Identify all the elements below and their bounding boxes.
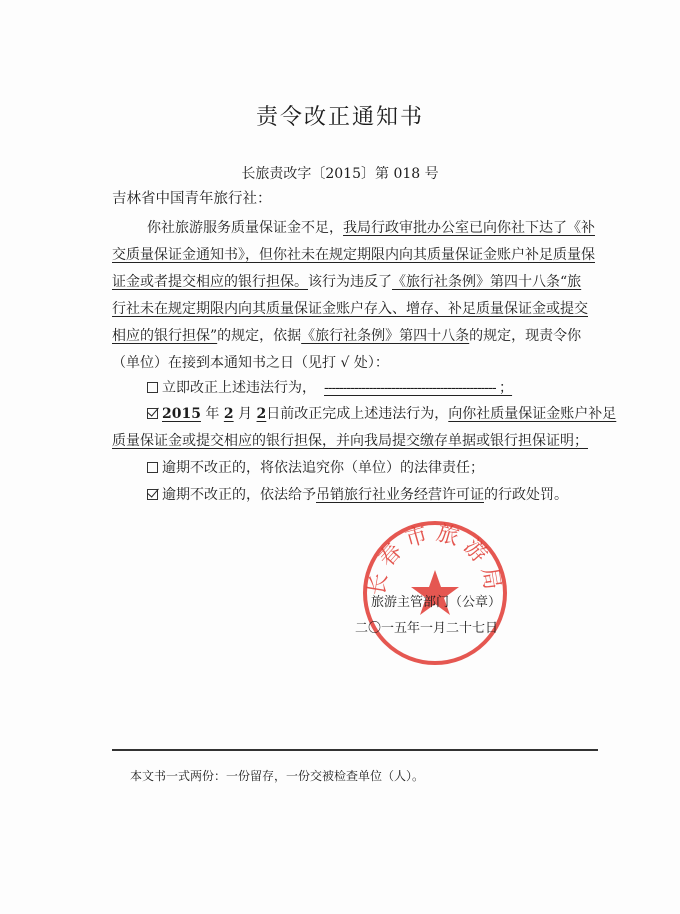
- body-line-5-text-c: 《旅行社条例》第四十八条: [301, 328, 470, 344]
- option-3-checkbox: [147, 462, 158, 473]
- body-line-1: [147, 218, 595, 238]
- body-line-5-text-d: 的规定，现责令你: [469, 328, 582, 344]
- body-line-2-text-a: 交质量保证金通知书》，: [112, 247, 259, 263]
- body-line-3-text-a: 证金或者提交相应的银行担保。: [112, 274, 308, 290]
- option-4-text-a: 逾期不改正的，依法给予: [162, 487, 316, 503]
- body-line-5-text-b: 的规定，依据: [217, 328, 302, 344]
- body-line-4-text: 行社未在规定期限内向其质量保证金账户存入、增存、补足质量保证金或提交: [112, 301, 588, 317]
- option-2-year: 2015: [162, 406, 201, 422]
- option-2-month-suffix: 月: [238, 406, 253, 422]
- option-2-year-suffix: 年: [205, 406, 220, 422]
- signature-department: 旅游主管部门（公章）: [371, 595, 502, 610]
- option-2-continued: [112, 431, 588, 451]
- option-2-checkbox-checked: [147, 408, 158, 419]
- body-line-2-text-b: 但你社未在规定期限内向其质量保证金账户补足质量保: [259, 247, 595, 263]
- body-line-3-text-b: 该行为违反了: [308, 274, 392, 290]
- body-line-1-text-b: 我局行政审批办公室已向你社下达了《补: [343, 220, 595, 236]
- body-line-6: （单位）在接到本通知书之日（见打 √ 处）：: [112, 355, 389, 371]
- option-3-text: 逾期不改正的，将依法追究你（单位）的法律责任；: [162, 460, 484, 476]
- option-1-blank: ---------------------------------------------- ；: [324, 380, 513, 396]
- option-1-text: 立即改正上述违法行为，: [162, 380, 316, 396]
- body-line-3-text-c: 《旅行社条例》第四十八条“旅: [392, 274, 582, 290]
- option-1-checkbox: [147, 382, 158, 393]
- document-number: 长旅责改字〔2015〕第 018 号: [241, 166, 439, 182]
- seal-text: 长春市旅游局: [364, 520, 506, 598]
- option-1: [147, 378, 512, 398]
- option-2-month: 2: [223, 406, 234, 422]
- option-2-day: 2: [256, 406, 267, 422]
- option-3: [147, 458, 484, 478]
- option-2-underlined-2: 质量保证金或提交相应的银行担保，并向我局提交缴存单据或银行担保证明；: [112, 433, 588, 449]
- body-line-4: [112, 299, 588, 319]
- recipient: 吉林省中国青年旅行社：: [112, 191, 272, 207]
- document-title: 责令改正通知书: [255, 105, 424, 130]
- option-2-underlined-1: 向你社质量保证金账户补足: [448, 406, 617, 422]
- body-line-2: [112, 245, 595, 265]
- footer-divider: [112, 749, 598, 751]
- option-4: [147, 485, 568, 505]
- option-2-text: 日前改正完成上述违法行为，: [266, 406, 449, 422]
- body-line-3: [112, 272, 581, 292]
- footer-note: 本文书一式两份：一份留存，一份交被检查单位（人）。: [130, 769, 425, 783]
- signature-date: 二〇一五年一月二十七日: [355, 621, 499, 636]
- option-4-penalty: 吊销旅行社业务经营许可证: [316, 487, 484, 503]
- body-line-5-text-a: 相应的银行担保”: [112, 328, 218, 344]
- option-2: [147, 404, 616, 424]
- option-4-text-c: 的行政处罚。: [484, 487, 568, 503]
- option-4-checkbox-checked: [147, 489, 158, 500]
- body-line-5: [112, 326, 581, 346]
- body-line-1-text-a: 你社旅游服务质量保证金不足，: [147, 220, 343, 236]
